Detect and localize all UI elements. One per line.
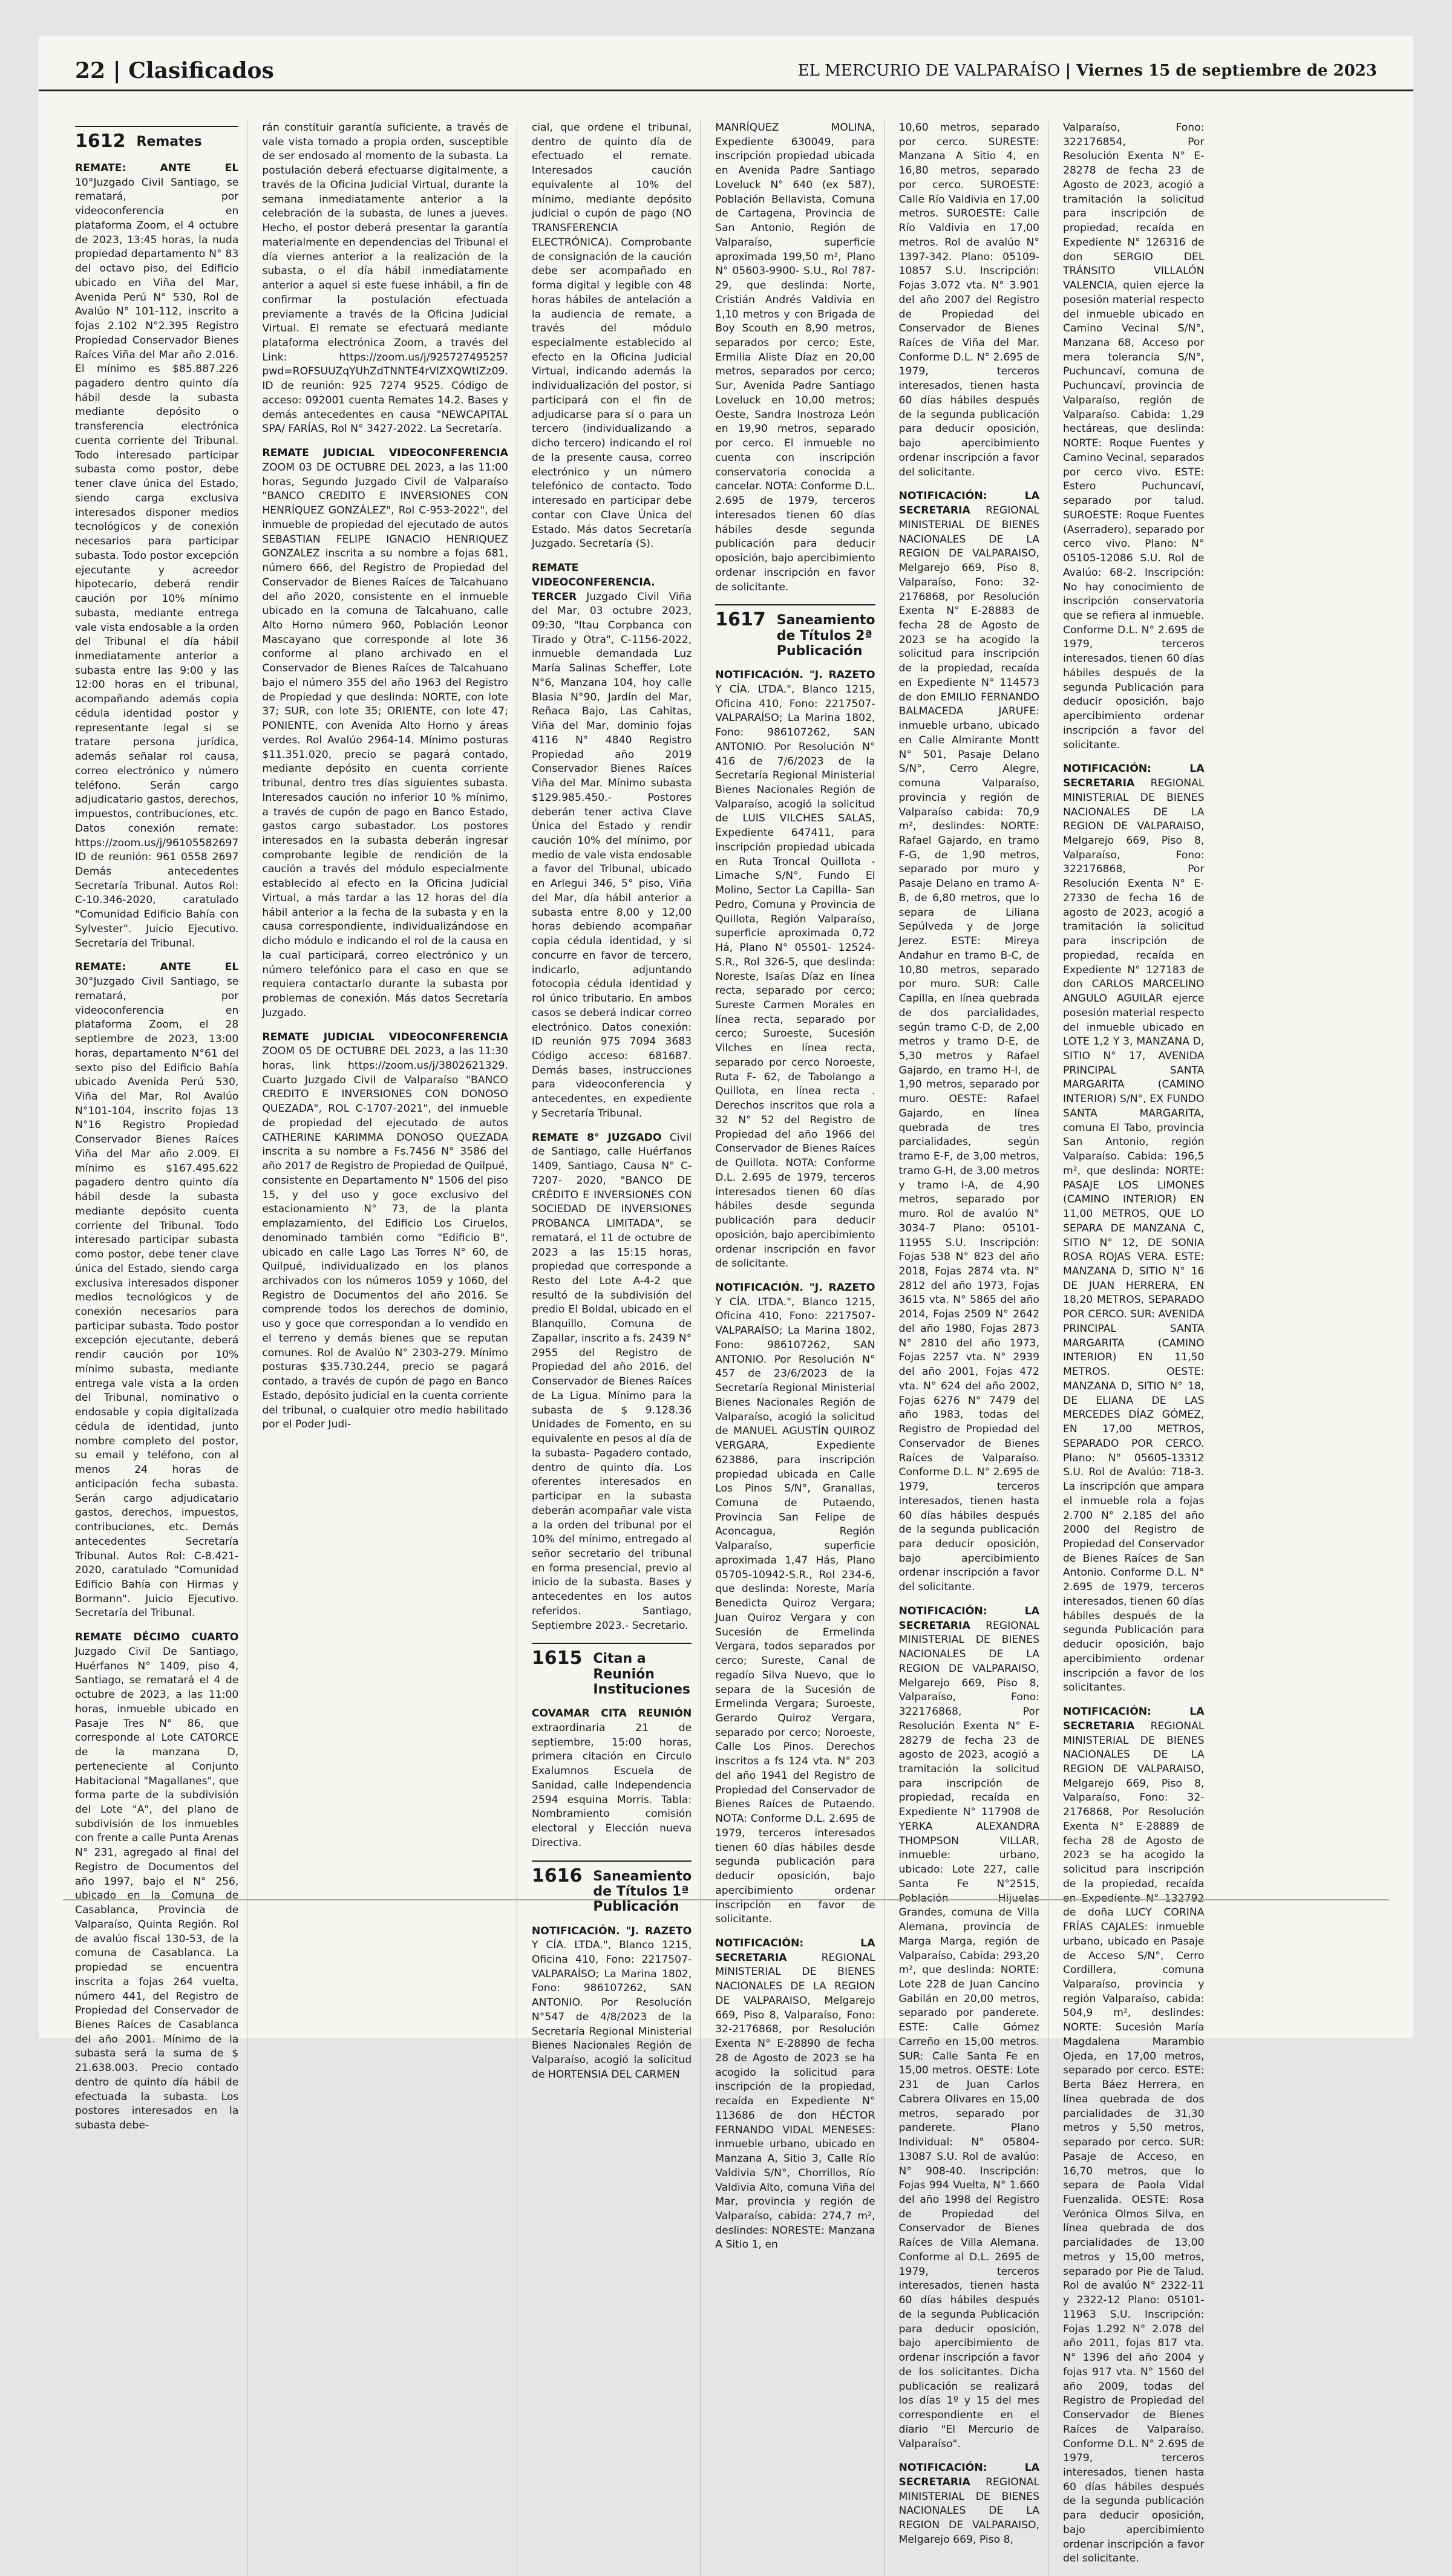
notice-body: Juzgado Civil De Santiago, Huérfanos N° 1409, piso 4, Santiago, se rematará el 4 de octubre de 2023, a las 11:00 horas, inmueble ubicado en Pasaje Tres N° 86, que corresponde al Lote CATORCE de la manzana D, perteneciente al Conjunto Habitacional "Magallanes", que forma parte de la subdivisión del Lote "A", del plano de subdivisión de los inmuebles con frente a calle Punta Arenas N° 231, agregado al final del Registro de Documentos del año 1997, bajo el N° 256, ubicado en la Comuna de Casablanca, Provincia de Valparaíso, Quinta Región. Rol de avalúo fiscal 130-53, de la comuna de Casablanca. La propiedad se encuentra inscrita a fojas 264 vuelta, número 441, del Registro de Propiedad del Conservador de Bienes Raíces de Casablanca del año 2001. Mínimo de la subasta será la suma de $ 21.638.003. Precio contado dentro de quinto día hábil de efectuada la subasta. Los postores interesados en la subasta debe- — [75, 1645, 239, 2132]
classified-notice — [262, 121, 508, 437]
notice-lead: REMATE JUDICIAL VIDEOCONFERENCIA — [262, 447, 508, 460]
classified-notice — [715, 121, 875, 595]
section-number: 1617 — [715, 609, 766, 631]
notice-lead: REMATE DÉCIMO CUARTO — [75, 1631, 239, 1644]
classified-notice — [1063, 121, 1204, 752]
notice-lead: NOTIFICACIÓN. "J. RAZETO — [531, 1925, 692, 1937]
notice-body: rán constituir garantía suficiente, a través de vale vista tomado a propia orden, susceptible de ser endosado al momento de la subasta. La postulación deberá efectuarse digitalmente, a través de la Oficina Judicial Virtual, durante la semana inmediatamente anterior a la celebración de la subasta, de lunes a jueves. Hecho, el postor deberá presentar la garantía materialmente en dependencias del Tribunal el día viernes anterior a la realización de la subasta, o el día hábil inmediatamente anterior a aquel si este fuese inhábil, a fin de confirmar la postulación efectuada previamente a través de la Oficina Judicial Virtual. El remate se efectuará mediante plataforma electrónica Zoom, a través del Link: https://zoom.us/j/92572749525?pwd=ROFSUUZqYUhZdTNNTE4rVlZXQWtIZz09. ID de reunión: 925 7274 9525. Código de acceso: 092001 cuenta Remates 14.2. Bases y demás antecedentes en causa "NEWCAPITAL SPA/ FARÍAS, Rol N° 3427-2022. La Secretaría. — [262, 122, 508, 435]
notice-body: Y CÍA. LTDA.", Blanco 1215, Oficina 410, Fono: 2217507-VALPARAÍSO; La Marina 1802, Fono: 986107262, SAN ANTONIO. Por Resolución N° 416 de 7/6/2023 de la Secretaría Regional Ministerial Bienes Nacionales Región de Valparaíso, acogió la solicitud de LUIS VILCHES SALAS, Expediente 647411, para inscripción propiedad ubicada en Ruta Troncal Quillota - Limache S/N°, Fundo El Molino, Sector La Capilla- San Pedro, Comuna y Provincia de Quillota, Región Valparaíso, superficie aproximada 0,72 Há, Plano N° 05501- 12524- S.R., Rol 326-5, que deslinda: Noreste, Isaías Díaz en línea recta, separado por cerco; Sureste Carmen Morales en línea recta, separado por cerco; Suroeste, Sucesión Vilches en línea recta, separado por cerco Noroeste, Ruta F- 62, de Tabolango a Quillota, en línea recta . Derechos inscritos que rola a 32 N° 52 del Registro de Propiedad del año 1966 del Conservador de Bienes Raíces de Quillota. NOTA: Conforme D.L. 2.695 de 1979, terceros interesados tienen 60 días hábiles desde segunda publicación para deducir oposición, bajo apercibimiento ordenar inscripción en favor de solicitante. — [715, 683, 875, 1270]
classified-notice — [899, 121, 1039, 480]
notice-lead: NOTIFICACIÓN: LA SECRETARIA — [898, 1605, 1040, 1632]
section-title: Remates — [136, 134, 202, 149]
notice-body: extraordinaria 21 de septiembre, 15:00 horas, primera citación en Circulo Exalumnos Escuela de Sanidad, calle Independencia 2594 esquina Morris. Tabla: Nombramiento comisión electoral y Elección nueva Directiva. — [531, 1722, 692, 1849]
notice-body: Juzgado Civil Viña del Mar, 03 octubre 2023, 09:30, "Itau Corpbanca con Tirado y Otra", C-1156-2022, inmueble demandada Luz María Salinas Scheffer, Lote N°6, Manzana 104, hoy calle Blasia N°90, Jardín del Mar, Reñaca Bajo, Las Cahitas, Viña del Mar, dominio fojas 4116 N° 4840 Registro Propiedad año 2019 Conservador Bienes Raíces Viña del Mar. Mínimo subasta $129.985.450.- Postores deberán tener activa Clave Única del Estado y rendir caución 10% del mínimo, por medio de vale vista endosable a favor del Tribunal, ubicado en Arlegui 346, 5° piso, Viña del Mar, día hábil anterior a subasta entre 8,00 y 12,00 horas debiendo acompañar copia cédula identidad, y si concurre en favor de tercero, indicarlo, adjuntando fotocopia cédula identidad y rol único tributario. En ambos casos se deberá indicar correo electrónico. Datos conexión: ID reunión 975 7094 3683 Código acceso: 681687. Demás bases, instrucciones para videoconferencia y antecedentes, en expediente y Secretaría Tribunal. — [531, 590, 692, 1120]
column-6 — [1063, 121, 1212, 2576]
notice-lead: NOTIFICACIÓN. "J. RAZETO — [715, 669, 875, 682]
classified-notice — [1063, 1705, 1204, 2566]
section-header — [75, 126, 238, 157]
notice-body: REGIONAL MINISTERIAL DE BIENES NACIONALES DE LA REGION DE VALPARAISO, Melgarejo 669, Piso 8, — [898, 2476, 1040, 2546]
classified-notice — [899, 2461, 1039, 2547]
column-5 — [899, 121, 1048, 2576]
footer-rule — [63, 1899, 1389, 1900]
section-number: 1612 — [75, 131, 126, 152]
notice-body: REGIONAL MINISTERIAL DE BIENES NACIONALES DE LA REGION DE VALPARAISO, Melgarejo 669, Piso 8, Valparaíso, Fono: 32-2176868, por Resolución Exenta N° E-28883 de fecha 28 de Agosto de 2023 se ha acogido la solicitud para inscripción de la propiedad, recaída en Expediente N° 114573 de don EMILIO FERNANDO BALMACEDA JARUFE: inmueble urbano, ubicado en Calle Almirante Montt N° 501, Pasaje Delano S/N°, Cerro Alegre, comuna Valparaíso, provincia y región de Valparaíso cabida: 70,9 m², deslindes: NORTE: Rafael Gajardo, en tramo F-G, de 1,90 metros, separado por muro y Pasaje Delano en tramo A-B, de 6,80 metros, que lo separa de Liliana Sepúlveda y de Jorge Jerez. ESTE: Mireya Andahur en tramo B-C, de 10,80 metros, separado por muro. SUR: Calle Capilla, en línea quebrada de dos parcialidades, según tramo C-D, de 2,00 metros y tramo D-E, de 5,30 metros y Rafael Gajardo, en tramo H-I, de 1,90 metros, separado por muro. OESTE: Rafael Gajardo, en línea quebrada de tres parcialidades, según tramo E-F, de 3,00 metros, tramo G-H, de 3,00 metros y tramo I-A, de 4,90 metros, separado por muro. Rol de avalúo N° 3034-7 Plano: 05101-11955 S.U. Inscripción: Fojas 538 N° 823 del año 2018, Fojas 2874 vta. N° 2812 del año 1973, Fojas 3615 vta. N° 5865 del año 2014, Fojas 2509 N° 2642 del año 1980, Fojas 2873 N° 2810 del año 1973, Fojas 2257 vta. N° 2939 del año 2001, Fojas 472 vta. N° 624 del año 2002, Fojas 6276 N° 7479 del año 1983, todas del Registro de Propiedad del Conservador de Bienes Raíces de Valparaíso. Conforme D.L. N° 2.695 de 1979, terceros interesados, tienen hasta 60 días hábiles después de la segunda publicación para deducir oposición, bajo apercibimiento ordenar inscripción a favor del solicitante. — [898, 504, 1040, 1594]
notice-lead: REMATE: ANTE EL — [75, 162, 239, 174]
column-4 — [715, 121, 884, 2576]
classified-notice — [532, 561, 692, 1121]
section-title: Saneamiento de Títulos 2ª Publicación — [776, 613, 875, 659]
section-title: Saneamiento de Títulos 1ª Publicación — [593, 1868, 692, 1915]
classified-notice — [532, 1925, 692, 2082]
notice-body: ZOOM 05 DE OCTUBRE DEL 2023, a las 11:30 horas, link https://zoom.us/j/3802621329. Cuarto Juzgado Civil de Valparaíso "BANCO CREDITO E INVERSIONES CON DONOSO QUEZADA", ROL C-1707-2021", del inmueble de propiedad del ejecutado de autos CATHERINE KARIMMA DONOSO QUEZADA inscrita a su nombre a Fs.7456 N° 3586 del año 2017 de Registro de Propiedad de Quilpué, consistente en Departamento N° 1506 del piso 15, y del uso y goce exclusivo del estacionamiento N° 73, de la planta emplazamiento, del Edificio Los Ciruelos, denominado también como "Edificio B", ubicado en calle Lago Las Torres N° 60, de Quilpué, individualizado en los planos archivados con los números 1059 y 1060, del Registro de Documentos del año 2016. Se comprende todos los derechos de dominio, uso y goce que correspondan a lo vendido en el terreno y demás bienes que se reputan comunes. Rol de Avalúo N° 2303-279. Mínimo posturas $35.730.244, precio se pagará contado, a través de cupón de pago en Banco Estado, depósito judicial en la cuenta corriente del tribunal, o cualquier otro medio habilitado por el Poder Judi- — [262, 1045, 508, 1431]
notice-lead: NOTIFICACIÓN: LA SECRETARIA — [1063, 1706, 1205, 1732]
section-header — [532, 1860, 692, 1920]
classifieds-columns — [75, 121, 1377, 2565]
notice-body: REGIONAL MINISTERIAL DE BIENES NACIONALES DE LA REGION DE VALPARAISO, Melgarejo 669, Piso 8, Valparaíso, Fono: 322176868, Por Resolución Exenta N° E-28279 de fecha 23 de agosto de 2023, acogió a tramitación la solicitud para inscripción de propiedad, recaída en Expediente N° 117908 de YERKA ALEXANDRA THOMPSON VILLAR, inmueble: urbano, ubicado: Lote 227, calle Santa Fe N°2515, Población Hijuelas Grandes, comuna de Villa Alemana, provincia de Marga Marga, región de Valparaíso, Cabida: 293,20 m², que deslinda: NORTE: Lote 228 de Juan Cancino Gabilán en 20,00 metros, separado por panderete. ESTE: Calle Gómez Carreño en 15,00 metros. SUR: Calle Santa Fe en 15,00 metros. OESTE: Lote 231 de Juan Carlos Cabrera Olivares en 15,00 metros, separado por panderete. Plano Individual: N° 05804-13087 S.U. Rol de avalúo: N° 908-40. Inscripción: Fojas 994 Vuelta, N° 1.660 del año 1998 del Registro de Propiedad del Conservador de Bienes Raíces de Villa Alemana. Conforme al D.L. 2695 de 1979, terceros interesados, tienen hasta 60 días hábiles después de la segunda Publicación para deducir oposición, bajo apercibimiento de ordenar inscripción a favor de los solicitantes. Dicha publicación se realizará los días 1º y 15 del mes correspondiente en el diario "El Mercurio de Valparaíso". — [898, 1619, 1040, 2450]
newspaper-name: EL MERCURIO DE VALPARAÍSO — [797, 62, 1061, 80]
notice-body: Y CÍA. LTDA.", Blanco 1215, Oficina 410, Fono: 2217507-VALPARAÍSO; La Marina 1802, Fono: 986107262, SAN ANTONIO. Por Resolución N°547 de 4/8/2023 de la Secretaría Regional Ministerial Bienes Nacionales Región de Valparaíso, acogió la solicitud de HORTENSIA DEL CARMEN — [531, 1939, 692, 2081]
section-name: Clasificados — [128, 58, 274, 83]
notice-lead: REMATE: ANTE EL — [75, 961, 239, 974]
section-title: Citan a Reunión Instituciones — [593, 1651, 690, 1697]
classified-notice — [715, 1937, 875, 2252]
notice-body: MANRÍQUEZ MOLINA, Expediente 630049, para inscripción propiedad ubicada en Avenida Padre Santiago Loveluck N° 640 (ex 587), Población Bellavista, Comuna de Cartagena, Provincia de San Antonio, Región de Valparaíso, superficie aproximada 199,50 m², Plano N° 05603-9900- S.U., Rol 787-29, que deslinda: Norte, Cristián Andrés Valdivia en 1,10 metros y con Brigada de Boy Scouth en 8,90 metros, separados por cerco; Este, Ermilia Aliste Díaz en 20,00 metros, separados por cerco; Sur, Avenida Padre Santiago Loveluck en 10,00 metros; Oeste, Sandra Inostroza León en 19,90 metros, separado por cerco. El inmueble no cuenta con inscripción conservatoria conocida a cancelar. NOTA: Conforme D.L. 2.695 de 1979, terceros interesados tienen 60 días hábiles desde segunda publicación para deducir oposición, bajo apercibimiento ordenar inscripción en favor de solicitante. — [715, 122, 875, 593]
page-header — [39, 56, 1413, 91]
notice-body: ZOOM 03 DE OCTUBRE DEL 2023, a las 11:00 horas, Segundo Juzgado Civil de Valparaíso "BANCO CREDITO E INVERSIONES CON HENRÍQUEZ GONZÁLEZ", Rol C-953-2022", del inmueble de propiedad del ejecutado de autos SEBASTIAN FELIPE IGNACIO HENRIQUEZ GONZALEZ inscrita a su nombre a fojas 681, número 666, del Registro de Propiedad del Conservador de Bienes Raíces de Talcahuano del año 2020, consistente en el inmueble ubicado en la comuna de Talcahuano, calle Alto Horno número 960, Población Leonor Mascayano que corresponde al lote 36 conforme al plano archivado en el Conservador de Bienes Raíces de Talcahuano bajo el número 355 del año 1963 del Registro de Propiedad y que deslinda: NORTE, con lote 37; SUR, con lote 35; ORIENTE, con lote 47; PONIENTE, con Avenida Alto Horno y áreas verdes. Rol Avalúo 2964-14. Mínimo posturas $11.351.020, precio se pagará contado, mediante depósito en cuenta corriente tribunal, dentro tres días siguientes subasta. Interesados caución no inferior 10 % mínimo, a través de cupón de pago en Banco Estado, gastos cargo subastador. Los postores interesados en la subasta deberán ingresar comprobante legible de rendición de la caución a través del módulo especialmente establecido al efecto en la Oficina Judicial Virtual, a más tardar a las 12 horas del día hábil anterior a la fecha de la subasta y en la causa correspondiente, individualizándose en dicho módulo e indicando el rol de la causa en la cual participará, correo electrónico y un número telefónico para el caso en que se requiera contactarlo durante la subasta por problemas de conexión. Más datos Secretaría Juzgado. — [262, 461, 508, 1019]
notice-lead: NOTIFICACIÓN. "J. RAZETO — [715, 1281, 875, 1294]
notice-body: REGIONAL MINISTERIAL DE BIENES NACIONALES DE LA REGION DE VALPARAISO, Melgarejo 669, Piso 8, Valparaíso, Fono: 32-2176868, por Resolución Exenta N° E-28890 de fecha 28 de Agosto de 2023 se ha acogido la solicitud para inscripción de la propiedad, recaída en Expediente N° 113686 de don HÉCTOR FERNANDO VIDAL MENESES: inmueble urbano, ubicado en Manzana A, Sitio 3, Calle Río Valdivia S/N°, Chorrillos, Río Valdivia Alto, comuna Viña del Mar, provincia y región de Valparaíso, cabida: 274,7 m², deslindes: NORESTE: Manzana A Sitio 1, en — [715, 1951, 875, 2251]
notice-body: REGIONAL MINISTERIAL DE BIENES NACIONALES DE LA REGION DE VALPARAISO, Melgarejo 669, Piso 8, Valparaíso, Fono: 322176868, Por Resolución Exenta N° E-27330 de fecha 16 de agosto de 2023, acogió a tramitación la solicitud para inscripción de propiedad, recaída en Expediente N° 127183 de don CARLOS MARCELINO ANGULO AGUILAR ejerce posesión material respecto del inmueble ubicado en LOTE 1,2 Y 3, MANZANA D, SITIO N° 17, AVENIDA PRINCIPAL SANTA MARGARITA (CAMINO INTERIOR) S/N°, EX FUNDO SANTA MARGARITA, comuna El Tabo, provincia San Antonio, región Valparaíso. Cabida: 196,5 m², que deslinda: NORTE: PASAJE LOS LIMONES (CAMINO INTERIOR) EN 11,00 METROS, QUE LO SEPARA DE MANZANA C, SITIO N° 12, DE SONIA ROSA ROJAS VERA. ESTE: MANZANA D, SITIO N° 16 DE JUAN HERRERA, EN 18,20 METROS, SEPARADO POR CERCO. SUR: AVENIDA PRINCIPAL SANTA MARGARITA (CAMINO INTERIOR) EN 11,50 METROS. OESTE: MANZANA D, SITIO N° 18, DE ELIANA DE LAS MERCEDES DÍAZ GÓMEZ, EN 17,00 METROS, SEPARADO POR CERCO. Plano: N° 05605-13312 S.U. Rol de Avalúo: 718-3. La inscripción que ampara el inmueble rola a fojas 2.700 N° 2.185 del año 2000 del Registro de Propiedad del Conservador de Bienes Raíces de San Antonio. Conforme D.L. N° 2.695 de 1979, terceros interesados, tienen 60 días hábiles después de la segunda Publicación para deducir oposición, bajo apercibimiento ordenar inscripción a favor de los solicitantes. — [1063, 777, 1205, 1694]
notice-body: 30°Juzgado Civil Santiago, se rematará, por videoconferencia en plataforma Zoom, el 28 septiembre de 2023, 13:00 horas, departamento N°61 del sexto piso del Edificio Bahía ubicado Avenida Perú 530, Viña del Mar, Rol Avalúo N°101-104, inscrito fojas 13 N°16 Registro Propiedad Conservador Bienes Raíces Viña del Mar año 2.009. El mínimo es $167.495.622 pagadero dentro quinto día hábil desde la subasta mediante depósito cuenta corriente del Tribunal. Todo interesado participar subasta como postor, debe tener clave única del Estado, siendo carga exclusiva interesados disponer medios tecnológicos y de conexión necesarios para participar subasta. Todo postor excepción ejecutante, deberá rendir caución por 10% mínimo subasta, mediante entrega vale vista a la orden del Tribunal, nominativo o endosable y copia digitalizada cédula de identidad, junto nombre completo del postor, su email y teléfono, con al menos 24 horas de anticipación fecha subasta. Serán cargo adjudicatario gastos, derechos, impuestos, contribuciones, etc. Demás antecedentes Secretaría Tribunal. Autos Rol: C-8.421-2020, caratulado "Comunidad Edificio Bahía con Hirmas y Bormann". Juicio Ejecutivo. Secretaría del Tribunal. — [75, 976, 239, 1620]
notice-body: Y CÍA. LTDA.", Blanco 1215, Oficina 410, Fono: 2217507-VALPARAÍSO; La Marina 1802, Fono: 986107262, SAN ANTONIO. Por Resolución N° 457 de 23/6/2023 de la Secretaría Regional Ministerial Bienes Nacionales Región de Valparaíso, acogió la solicitud de MANUEL AGUSTÍN QUIROZ VERGARA, Expediente 623886, para inscripción propiedad ubicada en Calle Los Pinos S/N°, Granallas, Comuna de Putaendo, Provincia San Felipe de Aconcagua, Región Valparaíso, superficie aproximada 1,47 Hás, Plano 05705-10942-S.R., Rol 234-6, que deslinda: Noreste, María Benedicta Quiroz Vergara; Juan Quiroz Vergara y con Sucesión de Ermelinda Vergara, todos separados por cerco; Sureste, Canal de regadío Silva Nuevo, que lo separa de la Sucesión de Ermelinda Vergara; Suroeste, Gerardo Quiroz Vergara, separado por cerco; Noroeste, Calle Los Pinos. Derechos inscritos a fs 124 vta. N° 203 del año 1941 del Registro de Propiedad del Conservador de Bienes Raíces de Putaendo. NOTA: Conforme D.L. 2.695 de 1979, terceros interesados tienen 60 días hábiles desde segunda publicación para deducir oposición, bajo apercibimiento ordenar inscripción en favor de solicitante. — [715, 1296, 875, 1926]
classified-notice — [1063, 762, 1204, 1695]
classified-notice — [532, 121, 692, 552]
classified-notice — [715, 668, 875, 1271]
page-number: 22 — [75, 58, 106, 83]
issue-date: Viernes 15 de septiembre de 2023 — [1076, 62, 1377, 80]
notice-lead: NOTIFICACIÓN: LA SECRETARIA — [898, 2462, 1040, 2488]
notice-body: Valparaíso, Fono: 322176854, Por Resolución Exenta N° E-28278 de fecha 23 de Agosto de 2023, acogió a tramitación la solicitud para inscripción de propiedad, recaída en Expediente N° 126316 de don SERGIO DEL TRÁNSITO VILLALÓN VALENCIA, quien ejerce la posesión material respecto del inmueble ubicado en Camino Vecinal S/N°, Manzana 68, Acceso por mera tolerancia S/N°, Puchuncaví, comuna de Puchuncaví, provincia de Valparaíso, región de Valparaíso. Cabida: 1,29 hectáreas, que deslinda: NORTE: Roque Fuentes y Camino Vecinal, separados por cerco vivo. ESTE: Estero Puchuncaví, separado por talud. SUROESTE: Roque Fuentes (Aserradero), separado por cerco vivo. Plano: N° 05105-12086 S.U. Rol de Avalúo: 68-2. Inscripción: No hay conocimiento de inscripción conservatoria que se refiera al inmueble. Conforme D.L. N° 2.695 de 1979, terceros interesados, tienen 60 días hábiles después de la segunda Publicación para deducir oposición, bajo apercibimiento ordenar inscripción a favor del solicitante. — [1063, 122, 1205, 751]
classified-notice — [715, 1281, 875, 1927]
section-number: 1616 — [531, 1865, 583, 1886]
section-header — [532, 1643, 692, 1702]
classified-notice — [75, 960, 238, 1621]
notice-body: cial, que ordene el tribunal, dentro de quinto día de efectuado el remate. Interesados caución equivalente al 10% del mínimo, mediante depósito judicial o cupón de pago (NO TRANSFERENCIA ELECTRÓNICA). Comprobante de consignación de la caución debe ser acompañado en forma digital y legible con 48 horas hábiles de antelación a la audiencia de remate, a través del módulo especialmente establecido al efecto en la Oficina Judicial Virtual, indicando además la individualización del postor, si participará con el fin de adjudicarse para sí o para un tercero (individualizando a dicho tercero) indicando el rol de la presente causa, correo electrónico y un número telefónico de contacto. Todo interesado en participar debe contar con Clave Única del Estado. Más datos Secretaría Juzgado. Secretaría (S). — [531, 122, 692, 550]
notice-lead: REMATE VIDEOCONFERENCIA. TERCER — [531, 562, 655, 603]
notice-body: REGIONAL MINISTERIAL DE BIENES NACIONALES DE LA REGION DE VALPARAISO, Melgarejo 669, Piso 8, Valparaíso, Fono: 32-2176868, Por Resolución Exenta N° E-28889 de fecha 28 de Agosto de 2023 se ha acogido la solicitud para inscripción de la propiedad, recaída en Expediente N° 132792 de doña LUCY CORINA FRÍAS CAJALES: inmueble urbano, ubicado en Pasaje de Acceso S/N°, Cerro Cordillera, comuna Valparaíso, provincia y región Valparaíso, cabida: 504,9 m², deslindes: NORTE: Sucesión María Magdalena Marambio Ojeda, en 17,00 metros, separado por cerco. ESTE: Berta Báez Herrera, en línea quebrada de dos parcialidades de 31,30 metros y 5,50 metros, separado por cerco. SUR: Pasaje de Acceso, en 16,70 metros, que lo separa de Paola Vidal Fuenzalida. OESTE: Rosa Verónica Olmos Silva, en línea quebrada de dos parcialidades de 13,00 metros y 15,00 metros, separado por Pie de Talud. Rol de avalúo N° 2322-11 y 2322-12 Plano: 05101-11963 S.U. Inscripción: Fojas 1.292 N° 2.078 del año 2011, fojas 817 vta. N° 1396 del año 2004 y fojas 917 vta. N° 1560 del año 2009, todas del Registro de Propiedad del Conservador de Bienes Raíces de Valparaíso. Conforme D.L. N° 2.695 de 1979, terceros interesados, tienen hasta 60 días hábiles después de la segunda publicación para deducir oposición, bajo apercibimiento ordenar inscripción a favor del solicitante. — [1063, 1720, 1205, 2565]
page-section-label — [75, 58, 274, 83]
notice-lead: NOTIFICACIÓN: LA SECRETARIA — [715, 1937, 875, 1964]
notice-body: 10°Juzgado Civil Santiago, se rematará, por videoconferencia en plataforma Zoom, el 4 octubre de 2023, 13:45 horas, la nuda propiedad departamento N° 83 del octavo piso, del Edificio ubicado en Viña del Mar, Avenida Perú N° 530, Rol de Avalúo N° 101-112, inscrito a fojas 2.102 N°2.395 Registro Propiedad Conservador Bienes Raíces Viña del Mar año 2.016. El mínimo es $85.887.226 pagadero dentro quinto día hábil desde la subasta mediante depósito o transferencia electrónica cuenta corriente del Tribunal. Todo interesado participar subasta como postor, debe tener clave única del Estado, siendo carga exclusiva interesados disponer medios tecnológicos y de conexión necesarios para participar subasta. Todo postor excepción ejecutante y acreedor hipotecario, deberá rendir caución por 10% mínimo subasta, mediante entrega vale vista endosable a la orden del Tribunal el día hábil inmediatamente anterior a subasta entre las 9:00 y las 12:00 horas en el tribunal, acompañando además copia cédula identidad postor y representante legal si se tratare persona jurídica, además señalar rol causa, correo electrónico y número teléfono. Serán cargo adjudicatario gastos, derechos, impuestos, contribuciones, etc. Datos conexión remate: https://zoom.us/j/96105582697 ID de reunión: 961 0558 2697 Demás antecedentes Secretaría Tribunal. Autos Rol: C-10.346-2020, caratulado "Comunidad Edificio Bahía con Sylvester". Juicio Ejecutivo. Secretaría del Tribunal. — [75, 176, 239, 950]
notice-lead: NOTIFICACIÓN: LA SECRETARIA — [1063, 763, 1205, 790]
masthead-divider: | — [1065, 62, 1077, 80]
classified-notice — [262, 446, 508, 1020]
classified-notice — [75, 1631, 238, 2133]
notice-lead: REMATE 8° JUZGADO — [531, 1131, 662, 1144]
classified-notice — [899, 489, 1039, 1595]
header-divider: | — [113, 58, 129, 83]
section-header — [715, 604, 875, 664]
classified-notice — [532, 1707, 692, 1850]
notice-body: 10,60 metros, separado por cerco. SURESTE: Manzana A Sitio 4, en 16,80 metros, separado por cerco. SUROESTE: Calle Río Valdivia en 17,00 metros. SUROESTE: Calle Río Valdivia en 17,00 metros. Rol de avalúo N° 1397-342. Plano: 05109-10857 S.U. Inscripción: Fojas 3.072 vta. N° 3.901 del año 2007 del Registro de Propiedad del Conservador de Bienes Raíces de Viña del Mar. Conforme D.L. N° 2.695 de 1979, terceros interesados, tienen hasta 60 días hábiles después de la segunda publicación para deducir oposición, bajo apercibimiento ordenar inscripción a favor del solicitante. — [898, 122, 1040, 478]
classified-notice — [262, 1031, 508, 1433]
column-1 — [75, 121, 247, 2576]
newspaper-page — [39, 36, 1413, 2565]
notice-lead: REMATE JUDICIAL VIDEOCONFERENCIA — [262, 1031, 508, 1043]
classified-notice — [899, 1605, 1039, 2451]
notice-body: Civil de Santiago, calle Huérfanos 1409, Santiago, Causa N° C-7207- 2020, "BANCO DE CRÉDITO E INVERSIONES CON SOCIEDAD DE INVERSIONES PROBANCA LIMITADA", se rematará, el 11 de octubre de 2023 a las 15:15 horas, propiedad que corresponde a Resto del Lote A-4-2 que resultó de la subdivisión del predio El Boldal, ubicado en el Blanquillo, Comuna de Zapallar, inscrito a fs. 2439 N° 2955 del Registro de Propiedad del año 2016, del Conservador de Bienes Raíces de La Ligua. Mínimo para la subasta de $ 9.128.36 Unidades de Fomento, en su equivalente en pesos al día de la subasta- Pagadero contado, dentro de quinto día. Los oferentes interesados en participar en la subasta deberán acompañar vale vista a la orden del tribunal por el 10% del mínimo, entregado al señor secretario del tribunal en forma presencial, previo al inicio de la subasta. Bases y antecedentes en los autos referidos. Santiago, Septiembre 2023.- Secretario. — [531, 1131, 692, 1632]
notice-lead: NOTIFICACIÓN: LA SECRETARIA — [898, 490, 1040, 517]
section-number: 1615 — [531, 1648, 583, 1669]
classified-notice — [75, 161, 238, 951]
classified-notice — [532, 1131, 692, 1634]
column-2 — [262, 121, 517, 2576]
notice-lead: COVAMAR CITA REUNIÓN — [531, 1707, 692, 1720]
column-3 — [532, 121, 701, 2576]
masthead — [798, 62, 1377, 80]
